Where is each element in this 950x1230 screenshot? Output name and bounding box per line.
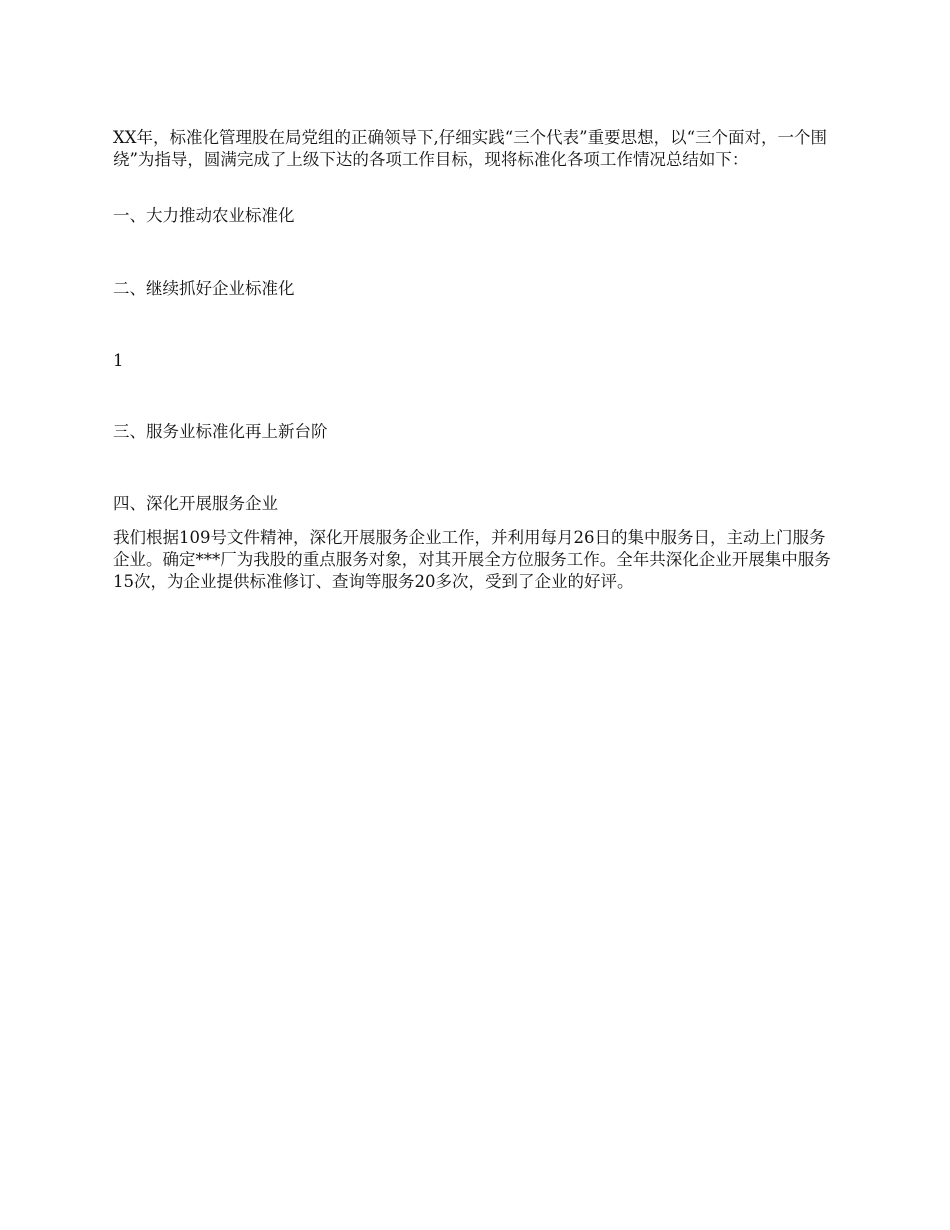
- section-heading-service-industry: 三、服务业标准化再上新台阶: [113, 422, 328, 441]
- page-number: 1: [113, 351, 124, 370]
- section-heading-enterprise: 二、继续抓好企业标准化: [113, 279, 295, 298]
- section-body-serve-enterprises: 我们根据109号文件精神，深化开展服务企业工作，并利用每月26日的集中服务日，主动上门服务企业。确定***厂为我股的重点服务对象，对其开展全方位服务工作。全年共深化企业开展集中服务15次，为企业提供标准修订、查询等服务20多次，受到了企业的好评。: [113, 528, 831, 591]
- section-heading-agriculture: 一、大力推动农业标准化: [113, 206, 295, 225]
- intro-paragraph: XX年，标准化管理股在局党组的正确领导下,仔细实践“三个代表”重要思想，以“三个面对，一个围绕”为指导，圆满完成了上级下达的各项工作目标，现将标准化各项工作情况总结如下：: [113, 128, 828, 169]
- section-heading-serve-enterprises: 四、深化开展服务企业: [113, 494, 278, 513]
